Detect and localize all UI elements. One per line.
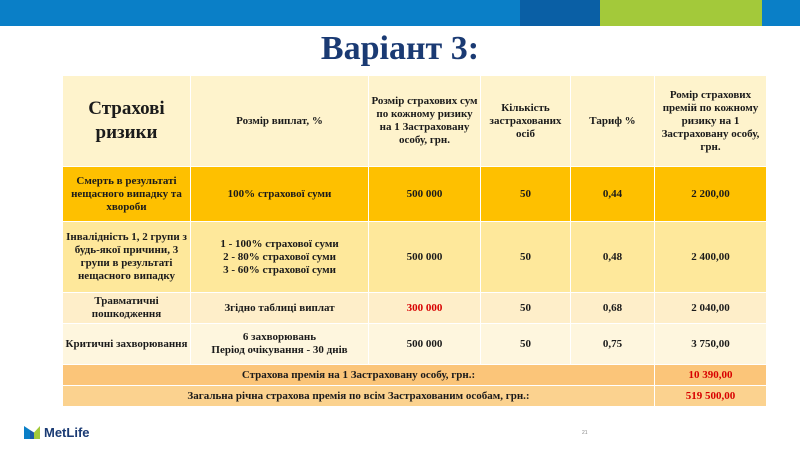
payout-line: 1 - 100% страхової суми bbox=[220, 237, 339, 250]
count-cell: 50 bbox=[481, 167, 571, 222]
payout-cell bbox=[191, 324, 369, 365]
total-label: Страхова премія на 1 Застраховану особу, грн.: bbox=[63, 365, 655, 386]
payout-cell bbox=[191, 167, 369, 222]
top-bar-blue bbox=[0, 0, 520, 26]
top-bar-green bbox=[600, 0, 762, 26]
risk-cell: Інвалідність 1, 2 групи з будь-якої причини, 3 групи в результаті нещасного випадку bbox=[63, 222, 191, 293]
premium-cell: 2 400,00 bbox=[655, 222, 767, 293]
sum-cell: 300 000 bbox=[369, 293, 481, 324]
payout-cell bbox=[191, 222, 369, 293]
top-bar-blue-end bbox=[762, 0, 800, 26]
header-rate: Тариф % bbox=[571, 76, 655, 167]
payout-line: Період очікування - 30 днів bbox=[211, 344, 348, 356]
logo-text: MetLife bbox=[44, 425, 90, 440]
risk-cell: Смерть в результаті нещасного випадку та хвороби bbox=[63, 167, 191, 222]
payout-line: 3 - 60% страхової суми bbox=[223, 263, 336, 276]
metlife-logo bbox=[24, 425, 90, 440]
header-count: Кількість застрахованих осіб bbox=[481, 76, 571, 167]
header-premium: Ромір страхових премій по кожному ризику на 1 Застраховану особу, грн. bbox=[655, 76, 767, 167]
payout-line: 2 - 80% страхової суми bbox=[223, 250, 336, 263]
total-row-annual bbox=[63, 386, 767, 407]
table-row bbox=[63, 324, 767, 365]
sum-cell: 500 000 bbox=[369, 222, 481, 293]
slide-title: Варіант 3: bbox=[320, 30, 480, 67]
total-label: Загальна річна страхова премія по всім Застрахованим особам, грн.: bbox=[63, 386, 655, 407]
total-value: 10 390,00 bbox=[655, 365, 767, 386]
table-row bbox=[63, 167, 767, 222]
table-header-row bbox=[63, 76, 767, 167]
risk-cell: Травматичні пошкодження bbox=[63, 293, 191, 324]
total-value: 519 500,00 bbox=[655, 386, 767, 407]
premium-table bbox=[62, 75, 767, 407]
payout-line: 6 захворювань bbox=[242, 331, 317, 343]
count-cell: 50 bbox=[481, 324, 571, 365]
count-cell: 50 bbox=[481, 293, 571, 324]
table-row bbox=[63, 293, 767, 324]
premium-cell: 2 200,00 bbox=[655, 167, 767, 222]
premium-cell: 2 040,00 bbox=[655, 293, 767, 324]
top-bar-navy bbox=[520, 0, 600, 26]
payout-cell bbox=[191, 293, 369, 324]
header-risks: Страхові ризики bbox=[63, 76, 191, 167]
total-row-per-person bbox=[63, 365, 767, 386]
metlife-m-icon bbox=[24, 426, 40, 439]
page-number: 21 bbox=[582, 430, 588, 436]
rate-cell: 0,48 bbox=[571, 222, 655, 293]
count-cell: 50 bbox=[481, 222, 571, 293]
payout-line: 100% страхової суми bbox=[227, 187, 332, 200]
risk-cell: Критичні захворювання bbox=[63, 324, 191, 365]
table-row bbox=[63, 222, 767, 293]
premium-cell: 3 750,00 bbox=[655, 324, 767, 365]
payout-line: Згідно таблиці виплат bbox=[224, 301, 335, 314]
header-payout: Розмір виплат, % bbox=[191, 76, 369, 167]
sum-cell: 500 000 bbox=[369, 324, 481, 365]
rate-cell: 0,44 bbox=[571, 167, 655, 222]
sum-cell: 500 000 bbox=[369, 167, 481, 222]
header-sum: Розмір страхових сум по кожному ризику на 1 Застраховану особу, грн. bbox=[369, 76, 481, 167]
rate-cell: 0,75 bbox=[571, 324, 655, 365]
rate-cell: 0,68 bbox=[571, 293, 655, 324]
